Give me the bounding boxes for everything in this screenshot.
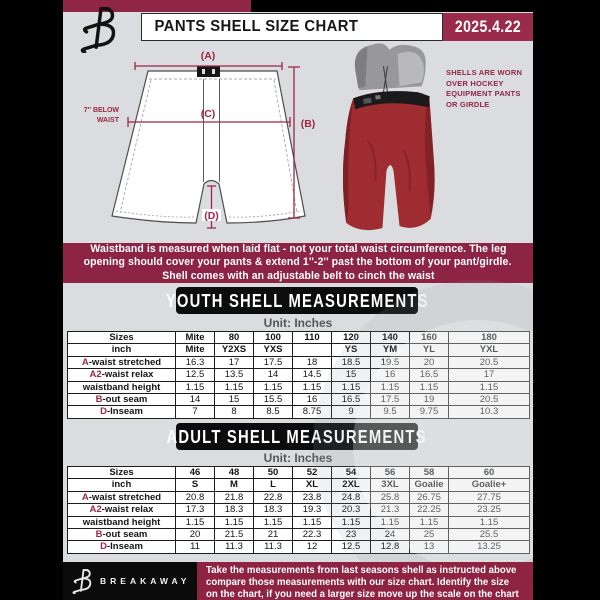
- value-cell: 1.15: [215, 516, 254, 528]
- value-cell: 15: [215, 393, 254, 405]
- shorts-measurement-diagram: [83, 46, 323, 238]
- value-cell: 54: [332, 467, 371, 479]
- value-cell: 56: [371, 467, 410, 479]
- row-label-cell: B-out seam: [68, 528, 176, 540]
- value-cell: 22.8: [254, 491, 293, 503]
- value-cell: 17.5: [371, 393, 410, 405]
- value-cell: S: [176, 479, 215, 491]
- value-cell: 58: [410, 467, 449, 479]
- footer-note-line: compare those measurements with our size chart. Identify the size: [206, 577, 510, 588]
- adult-heading-text: ADULT SHELL MEASUREMENTS: [166, 425, 428, 447]
- row-label-cell: inch: [68, 344, 176, 356]
- value-cell: Goalie+: [449, 479, 530, 491]
- footer-brand-box: [63, 562, 197, 600]
- waist-note-line2: WAIST: [96, 117, 119, 124]
- value-cell: 1.15: [293, 381, 332, 393]
- adult-section-heading: [166, 423, 428, 450]
- value-cell: 19.5: [371, 356, 410, 368]
- label-c: (C): [200, 108, 216, 120]
- breakaway-b-logo-icon-small: [72, 568, 94, 594]
- row-label-cell: Sizes: [68, 467, 176, 479]
- footer-note-line: on the chart, if you need a larger size move up the scale on the chart: [206, 589, 519, 600]
- measurement-instructions-banner: [63, 243, 533, 283]
- value-cell: 12.5: [176, 369, 215, 381]
- table-row: [68, 491, 530, 503]
- value-cell: [293, 344, 332, 356]
- youth-heading-text: YOUTH SHELL MEASUREMENTS: [165, 289, 429, 311]
- value-cell: 1.15: [449, 381, 530, 393]
- value-cell: 1.15: [254, 381, 293, 393]
- value-cell: 18.3: [215, 504, 254, 516]
- value-cell: 140: [371, 332, 410, 344]
- value-cell: 180: [449, 332, 530, 344]
- value-cell: 120: [332, 332, 371, 344]
- row-label-cell: B-out seam: [68, 393, 176, 405]
- table-row: [68, 381, 530, 393]
- value-cell: 16: [293, 393, 332, 405]
- page-title: PANTS SHELL SIZE CHART: [154, 18, 359, 35]
- value-cell: 1.15: [410, 381, 449, 393]
- value-cell: 9.75: [410, 406, 449, 418]
- value-cell: 60: [449, 467, 530, 479]
- value-cell: 52: [293, 467, 332, 479]
- photo-note-line: EQUIPMENT PANTS: [446, 89, 521, 98]
- youth-unit-label: Unit: Inches: [263, 316, 333, 330]
- value-cell: YM: [371, 344, 410, 356]
- value-cell: 50: [254, 467, 293, 479]
- row-label-cell: waistband height: [68, 516, 176, 528]
- value-cell: 9.5: [371, 406, 410, 418]
- row-label-cell: D-Inseam: [68, 406, 176, 418]
- adult-unit-label: Unit: Inches: [263, 451, 333, 465]
- value-cell: YXS: [254, 344, 293, 356]
- value-cell: 21.3: [371, 504, 410, 516]
- value-cell: 1.15: [332, 381, 371, 393]
- value-cell: M: [215, 479, 254, 491]
- value-cell: 11.3: [254, 541, 293, 553]
- value-cell: 1.15: [371, 516, 410, 528]
- shorts-outline: [112, 71, 305, 223]
- top-strip: [63, 0, 533, 12]
- banner-line: Waistband is measured when laid flat - not your total waist circumference. The leg: [89, 243, 507, 256]
- value-cell: 3XL: [371, 479, 410, 491]
- photo-note-line: OVER HOCKEY: [446, 78, 504, 88]
- row-label-cell: A2-waist relax: [68, 504, 176, 516]
- label-b: (B): [300, 118, 316, 130]
- footer-instructions: [197, 562, 533, 600]
- value-cell: 15: [332, 369, 371, 381]
- flyer-page: [63, 0, 533, 600]
- value-cell: 13.25: [449, 541, 530, 553]
- value-cell: 1.15: [410, 516, 449, 528]
- value-cell: 48: [215, 467, 254, 479]
- value-cell: 22.25: [410, 504, 449, 516]
- value-cell: 25: [410, 528, 449, 540]
- value-cell: 1.15: [176, 516, 215, 528]
- value-cell: 25.5: [449, 528, 530, 540]
- value-cell: 11.3: [215, 541, 254, 553]
- value-cell: 9: [332, 406, 371, 418]
- value-cell: 20.5: [449, 356, 530, 368]
- value-cell: 160: [410, 332, 449, 344]
- value-cell: 17: [449, 369, 530, 381]
- value-cell: 23: [332, 528, 371, 540]
- value-cell: 1.15: [254, 516, 293, 528]
- banner-line: Shell comes with an adjustable belt to cinch the waist: [161, 269, 435, 282]
- value-cell: 15.5: [254, 393, 293, 405]
- value-cell: 100: [254, 332, 293, 344]
- waist-note-line1: 7'' BELOW: [83, 107, 119, 114]
- value-cell: 16.5: [410, 369, 449, 381]
- value-cell: 21.5: [215, 528, 254, 540]
- value-cell: XL: [293, 479, 332, 491]
- value-cell: 16: [371, 369, 410, 381]
- value-cell: 13.5: [215, 369, 254, 381]
- row-label-cell: Sizes: [68, 332, 176, 344]
- page-title-box: [141, 13, 443, 41]
- value-cell: YXL: [449, 344, 530, 356]
- value-cell: 10.3: [449, 406, 530, 418]
- value-cell: 8.75: [293, 406, 332, 418]
- value-cell: 22.3: [293, 528, 332, 540]
- row-label-cell: waistband height: [68, 381, 176, 393]
- value-cell: Y2XS: [215, 344, 254, 356]
- value-cell: 1.15: [215, 381, 254, 393]
- value-cell: 80: [215, 332, 254, 344]
- value-cell: 20.5: [449, 393, 530, 405]
- value-cell: 13: [410, 541, 449, 553]
- value-cell: YS: [332, 344, 371, 356]
- photo-note-line: SHELLS ARE WORN: [446, 68, 523, 77]
- value-cell: L: [254, 479, 293, 491]
- label-a: (A): [200, 50, 216, 62]
- value-cell: Mite: [176, 344, 215, 356]
- value-cell: 46: [176, 467, 215, 479]
- value-cell: 24: [371, 528, 410, 540]
- belt-buckle: [197, 66, 220, 77]
- value-cell: 110: [293, 332, 332, 344]
- row-label-cell: inch: [68, 479, 176, 491]
- value-cell: 12.8: [371, 541, 410, 553]
- brand-name: BREAKAWAY: [100, 576, 191, 586]
- table-row: [68, 516, 530, 528]
- photo-note: [446, 68, 532, 110]
- table-row: [68, 356, 530, 368]
- value-cell: 23.25: [449, 504, 530, 516]
- value-cell: 16.3: [176, 356, 215, 368]
- value-cell: 1.15: [371, 381, 410, 393]
- row-label-cell: A-waist stretched: [68, 356, 176, 368]
- table-row: [68, 479, 530, 491]
- value-cell: 19.3: [293, 504, 332, 516]
- footer-note-line: Take the measurements from last seasons shell as instructed above: [206, 565, 517, 576]
- value-cell: 11: [176, 541, 215, 553]
- value-cell: 7: [176, 406, 215, 418]
- banner-line: opening should cover your pants & extend 1''-2'' past the bottom of your pant/girdle.: [84, 256, 512, 269]
- value-cell: 20.8: [176, 491, 215, 503]
- value-cell: 17.3: [176, 504, 215, 516]
- value-cell: 20: [410, 356, 449, 368]
- value-cell: 18.3: [254, 504, 293, 516]
- value-cell: 21: [254, 528, 293, 540]
- table-row: [68, 467, 530, 479]
- table-row: [68, 369, 530, 381]
- shell-product-photo: [335, 40, 450, 236]
- table-row: [68, 344, 530, 356]
- table-row: [68, 393, 530, 405]
- value-cell: 20: [176, 528, 215, 540]
- value-cell: 1.15: [176, 381, 215, 393]
- photo-note-line: OR GIRDLE: [446, 99, 490, 109]
- table-row: [68, 332, 530, 344]
- value-cell: 19: [410, 393, 449, 405]
- label-d: (D): [204, 210, 219, 222]
- value-cell: 18.5: [332, 356, 371, 368]
- value-cell: 27.75: [449, 491, 530, 503]
- value-cell: 1.15: [332, 516, 371, 528]
- value-cell: 2XL: [332, 479, 371, 491]
- value-cell: 12.5: [332, 541, 371, 553]
- row-label-cell: A2-waist relax: [68, 369, 176, 381]
- value-cell: Goalie: [410, 479, 449, 491]
- table-row: [68, 504, 530, 516]
- value-cell: 24.8: [332, 491, 371, 503]
- table-row: [68, 528, 530, 540]
- date-badge: [443, 13, 533, 41]
- value-cell: 18: [293, 356, 332, 368]
- value-cell: 1.15: [293, 516, 332, 528]
- value-cell: 20.3: [332, 504, 371, 516]
- value-cell: 12: [293, 541, 332, 553]
- value-cell: 14: [254, 369, 293, 381]
- youth-section-heading: [165, 287, 429, 314]
- value-cell: 21.8: [215, 491, 254, 503]
- value-cell: Mite: [176, 332, 215, 344]
- value-cell: 17: [215, 356, 254, 368]
- value-cell: 17.5: [254, 356, 293, 368]
- date-text: 2025.4.22: [454, 17, 522, 36]
- value-cell: 23.8: [293, 491, 332, 503]
- value-cell: 14.5: [293, 369, 332, 381]
- value-cell: 8.5: [254, 406, 293, 418]
- value-cell: 1.15: [449, 516, 530, 528]
- value-cell: YL: [410, 344, 449, 356]
- row-label-cell: D-Inseam: [68, 541, 176, 553]
- row-label-cell: A-waist stretched: [68, 491, 176, 503]
- value-cell: 26.75: [410, 491, 449, 503]
- value-cell: 25.8: [371, 491, 410, 503]
- value-cell: 16.5: [332, 393, 371, 405]
- value-cell: 8: [215, 406, 254, 418]
- table-row: [68, 541, 530, 553]
- adult-table: [67, 466, 530, 554]
- youth-table: [67, 331, 530, 419]
- table-row: [68, 406, 530, 418]
- value-cell: 14: [176, 393, 215, 405]
